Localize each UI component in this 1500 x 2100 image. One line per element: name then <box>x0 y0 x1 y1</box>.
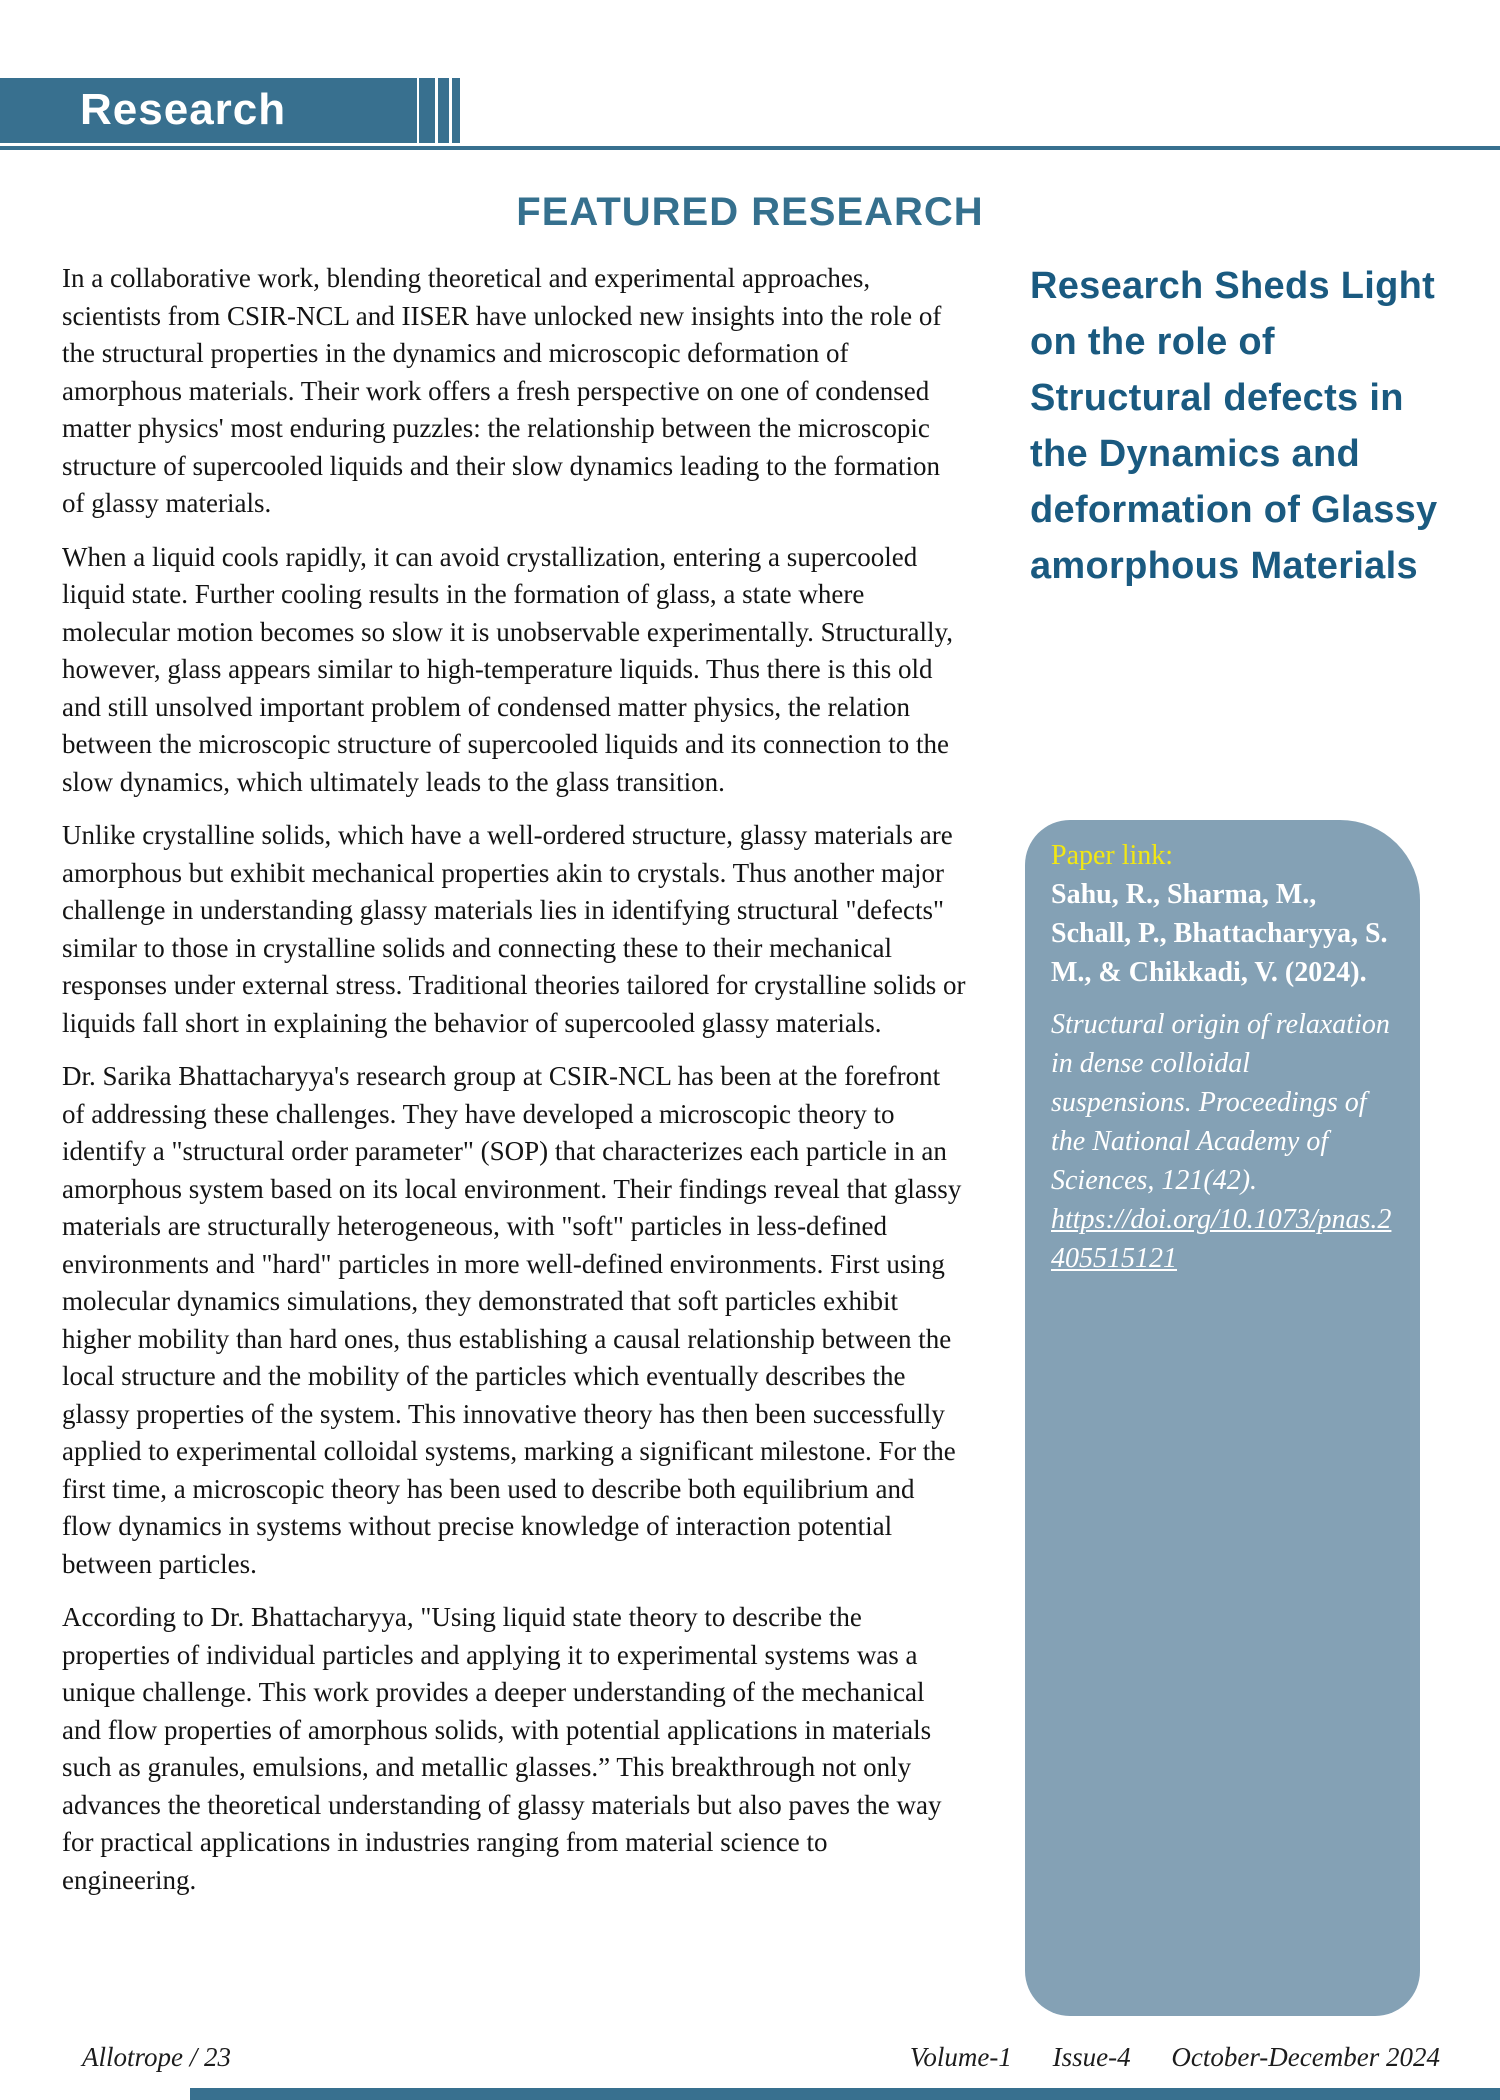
banner-stripe-1 <box>419 78 435 143</box>
paper-link-box <box>1025 820 1420 2016</box>
paper-citation-title <box>1051 1005 1396 1278</box>
article-paragraph: In a collaborative work, blending theoretical and experimental approaches, scientists from CSIR-NCL and IISER have unlocked new insights into the role of the structural properties in the dynamics and microscopic deformation of amorphous materials. Their work offers a fresh perspective on one of condensed matter physics' most enduring puzzles: the relationship between the microscopic structure of supercooled liquids and their slow dynamics leading to the formation of glassy materials. <box>62 263 942 518</box>
article-body <box>62 260 968 1915</box>
banner-stripe-2 <box>438 78 449 143</box>
footer-page-number: Allotrope / 23 <box>82 2042 231 2072</box>
footer-issue: Issue-4 <box>1052 2042 1131 2072</box>
paper-citation-title-text: Structural origin of relaxation in dense colloidal suspensions. Proceedings of the National Academy of Sciences, 121(42). <box>1051 1009 1390 1196</box>
paper-link-label: Paper link: <box>1051 840 1174 871</box>
article-paragraph: When a liquid cools rapidly, it can avoid crystallization, entering a supercooled liquid state. Further cooling results in the formation of glass, a state where molecular motion becomes so slow it is unobservable experimentally. Structurally, however, glass appears similar to high-temperature liquids. Thus there is this old and still unsolved important problem of condensed matter physics, the relation between the microscopic structure of supercooled liquids and its connection to the slow dynamics, which ultimately leads to the glass transition. <box>62 541 954 797</box>
article-paragraph: Unlike crystalline solids, which have a well-ordered structure, glassy materials are amorphous but exhibit mechanical properties akin to crystals. Thus another major challenge in understanding glassy materials lies in identifying structural "defects" similar to those in crystalline solids and connecting these to their mechanical responses under external stress. Traditional theories tailored for crystalline solids or liquids fall short in explaining the behavior of supercooled glassy materials. <box>62 820 966 1038</box>
article-headline: Research Sheds Light on the role of Structural defects in the Dynamics and deformation of Glassy amorphous Materials <box>1030 265 1438 587</box>
header-rule <box>0 146 1500 150</box>
footer-date: October-December 2024 <box>1171 2042 1440 2072</box>
footer-issue-info <box>910 2042 1440 2073</box>
paper-citation-authors: Sahu, R., Sharma, M., Schall, P., Bhattacharyya, S. M., & Chikkadi, V. (2024). <box>1051 879 1388 988</box>
paper-doi-link[interactable]: https://doi.org/10.1073/pnas.2405515121 <box>1051 1204 1392 1274</box>
page-title: FEATURED RESEARCH <box>516 190 984 234</box>
article-paragraph: According to Dr. Bhattacharyya, "Using liquid state theory to describe the properties of individual particles and applying it to experimental systems was a unique challenge. This work provides a deeper understanding of the mechanical and flow properties of amorphous solids, with potential applications in materials such as granules, emulsions, and metallic glasses.” This breakthrough not only advances the theoretical understanding of glassy materials but also paves the way for practical applications in industries ranging from material science to engineering. <box>62 1602 942 1895</box>
article-paragraph: Dr. Sarika Bhattacharyya's research group at CSIR-NCL has been at the forefront of addressing these challenges. They have developed a microscopic theory to identify a "structural order parameter" (SOP) that characterizes each particle in an amorphous system based on its local environment. Their findings reveal that glassy materials are structurally heterogeneous, with "soft" particles in less-defined environments and "hard" particles in more well-defined environments. First using molecular dynamics simulations, they demonstrated that soft particles exhibit higher mobility than hard ones, thus establishing a causal relationship between the local structure and the mobility of the particles which eventually describes the glassy properties of the system. This innovative theory has then been successfully applied to experimental colloidal systems, marking a significant milestone. For the first time, a microscopic theory has been used to describe both equilibrium and flow dynamics in systems without precise knowledge of interaction potential between particles. <box>62 1061 962 1579</box>
section-banner-label: Research <box>80 85 287 134</box>
banner-stripe-3 <box>452 78 460 143</box>
footer-rule <box>190 2088 1500 2100</box>
footer-volume: Volume-1 <box>909 2042 1012 2072</box>
section-banner <box>0 78 417 143</box>
